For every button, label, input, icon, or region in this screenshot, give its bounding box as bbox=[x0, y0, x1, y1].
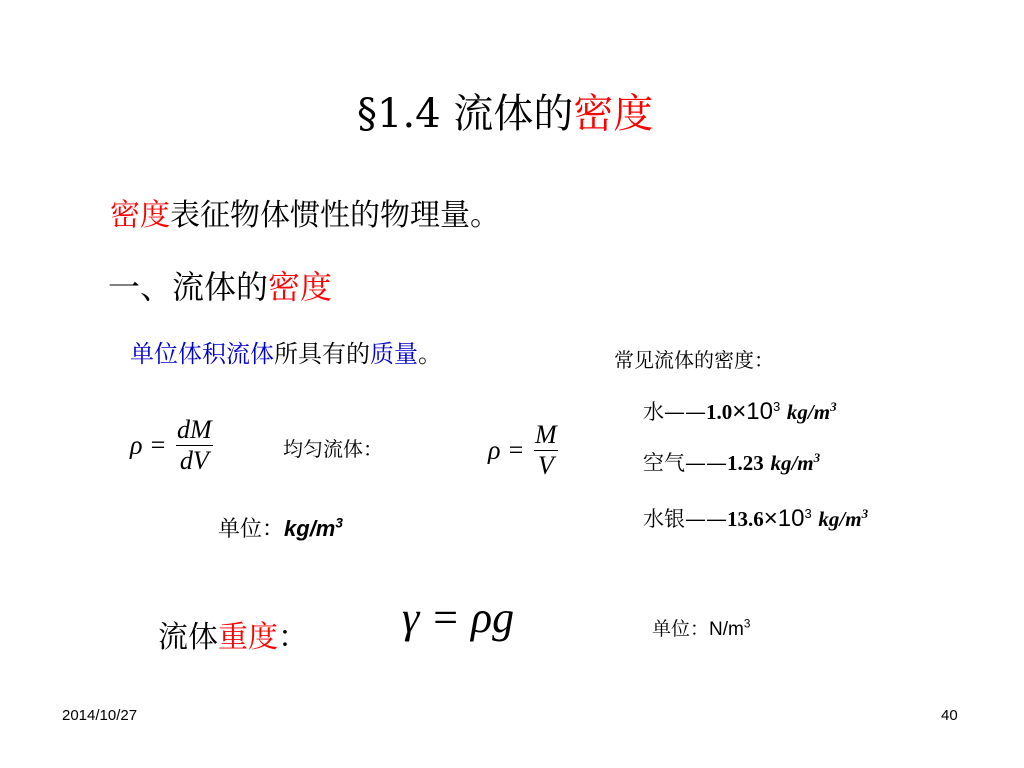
definition-mid: 所具有的 bbox=[274, 340, 370, 368]
definition-line bbox=[130, 334, 442, 369]
weight-highlight: 重度 bbox=[218, 620, 278, 655]
formula1-numerator: dM bbox=[177, 415, 212, 444]
specific-weight-unit bbox=[652, 614, 750, 641]
mercury-unit-text: kg/m bbox=[818, 507, 862, 531]
mercury-unit-exp: 3 bbox=[861, 506, 869, 521]
mercury-name: 水银—— bbox=[643, 507, 727, 531]
formula1-denominator: dV bbox=[176, 445, 213, 476]
uniform-density-formula bbox=[488, 420, 561, 481]
weight-unit-text: N/m bbox=[709, 619, 744, 640]
mercury-unit bbox=[818, 507, 868, 531]
density-unit-label: 单位： bbox=[218, 517, 285, 542]
common-density-water bbox=[643, 396, 837, 426]
slide-title-prefix: §1.4 流体的 bbox=[357, 91, 574, 137]
common-density-air bbox=[643, 447, 820, 477]
specific-weight-formula: γ = ρg bbox=[402, 593, 515, 642]
density-unit bbox=[218, 512, 343, 543]
section-prefix: 一、流体的 bbox=[108, 268, 269, 306]
mercury-exp: 3 bbox=[804, 506, 812, 521]
slide-title bbox=[357, 82, 653, 139]
formula1-fraction bbox=[173, 415, 216, 476]
specific-weight-label bbox=[158, 612, 308, 656]
weight-unit-exp: 3 bbox=[743, 617, 751, 631]
water-exp: 3 bbox=[772, 399, 781, 414]
common-density-title: 常见流体的密度： bbox=[614, 348, 774, 372]
intro-rest: 表征物体惯性的物理量。 bbox=[170, 198, 500, 233]
slide-title-highlight: 密度 bbox=[573, 91, 654, 137]
formula2-numerator: M bbox=[535, 420, 557, 449]
density-formula bbox=[130, 415, 216, 476]
air-name: 空气—— bbox=[643, 451, 727, 475]
water-name: 水—— bbox=[643, 400, 706, 424]
intro-line bbox=[110, 190, 500, 234]
air-unit-text: kg/m bbox=[770, 451, 814, 475]
footer-date: 2014/10/27 bbox=[62, 707, 138, 724]
section-highlight: 密度 bbox=[268, 268, 333, 306]
formula2-denominator: V bbox=[534, 450, 558, 481]
mercury-times: ×10 bbox=[763, 505, 805, 532]
uniform-fluid-label: 均匀流体： bbox=[283, 437, 383, 461]
definition-end: 。 bbox=[418, 340, 442, 368]
weight-colon: ： bbox=[278, 620, 308, 655]
weight-prefix: 流体 bbox=[158, 620, 218, 655]
water-unit bbox=[787, 400, 837, 424]
weight-unit-value bbox=[709, 619, 750, 640]
water-value: 1.0 bbox=[706, 400, 733, 424]
water-unit-text: kg/m bbox=[786, 400, 831, 424]
air-unit-exp: 3 bbox=[813, 450, 821, 465]
section-heading bbox=[108, 262, 332, 308]
density-unit-text: kg/m bbox=[284, 516, 336, 541]
intro-highlight: 密度 bbox=[110, 198, 170, 233]
footer-page-number: 40 bbox=[941, 707, 958, 724]
formula2-lhs: ρ = bbox=[488, 435, 525, 465]
formula1-lhs: ρ = bbox=[130, 430, 167, 460]
definition-blue2: 质量 bbox=[370, 340, 418, 368]
weight-unit-label: 单位： bbox=[652, 618, 710, 640]
mercury-value: 13.6 bbox=[727, 507, 764, 531]
air-value: 1.23 bbox=[727, 451, 764, 475]
formula2-fraction bbox=[531, 420, 561, 481]
water-times: ×10 bbox=[732, 398, 773, 425]
common-density-mercury bbox=[643, 503, 868, 533]
density-unit-value bbox=[284, 516, 343, 541]
density-unit-exp: 3 bbox=[335, 515, 343, 531]
water-unit-exp: 3 bbox=[830, 399, 837, 414]
definition-blue: 单位体积流体 bbox=[130, 340, 274, 368]
air-unit bbox=[770, 451, 820, 475]
